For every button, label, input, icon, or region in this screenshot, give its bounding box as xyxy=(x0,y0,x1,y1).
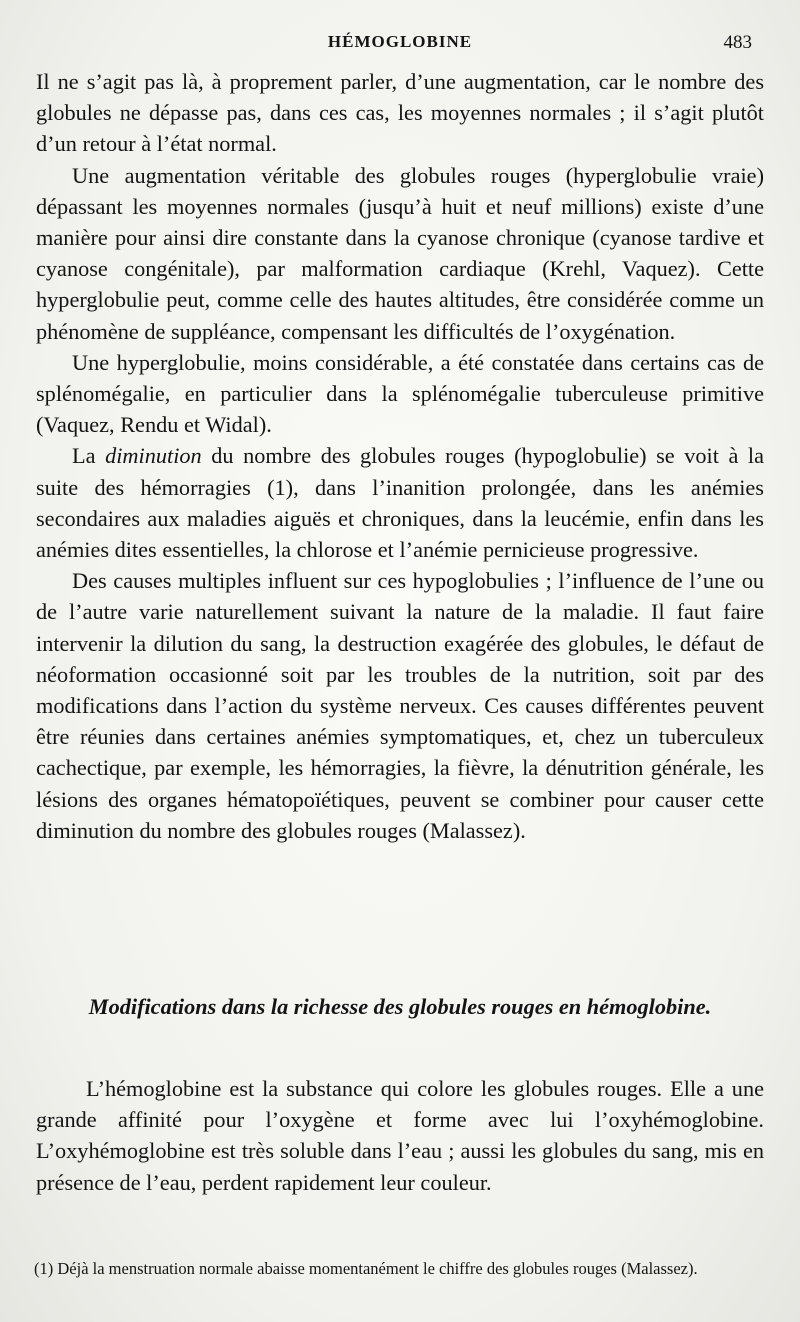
emphasis-diminution: diminution xyxy=(105,443,202,469)
paragraph-diminution-rest: du nombre des globules rouges (hypoglobulie) se voit à la suite des hémorragies (1), dans l’inanition prolongée, dans les anémies secondaires aux maladies aiguës et chroniques, dans la leucémie, enfin dans les anémies dites essentielles, la chlorose et l’anémie pernicieuse progressive. xyxy=(36,443,764,563)
paragraph-hemoglobine: L’hémoglobine est la substance qui colore les globules rouges. Elle a une grande affinité pour l’oxygène et forme avec lui l’oxyhémoglobine. L’oxyhémoglobine est très soluble dans l’eau ; aussi les globules du sang, mis en présence de l’eau, perdent rapidement leur couleur. xyxy=(36,1076,764,1195)
paragraph-hyperglobulie-vraie: Une augmentation véritable des globules rouges (hyperglobulie vraie) dépassant les moyennes normales (jusqu’à huit et neuf millions) existe d’une manière pour ainsi dire constante dans la cyanose chronique (cyanose tardive et cyanose congénitale), par malformation cardiaque (Krehl, Vaquez). Cette hyperglobulie peut, comme celle des hautes altitudes, être considérée comme un phénomène de suppléance, compensant les difficultés de l’oxygénation. xyxy=(36,162,764,344)
paragraph-diminution-lead: La xyxy=(72,443,106,469)
section-heading: Modifications dans la richesse des globules rouges en hémoglobine. xyxy=(88,994,712,1019)
running-head xyxy=(0,32,800,56)
running-title: HÉMOGLOBINE xyxy=(327,32,473,51)
main-text xyxy=(36,66,764,846)
paragraph-splenomegalie: Une hyperglobulie, moins considérable, a été constatée dans certains cas de splénomégalie, en particulier dans la splénomégalie tuberculeuse primitive (Vaquez, Rendu et Widal). xyxy=(36,349,764,438)
footnote-text: (1) Déjà la menstruation normale abaisse momentanément le chiffre des globules rouges (Malassez). xyxy=(34,1259,698,1278)
footnote xyxy=(20,1258,772,1279)
paragraph-causes-multiples: Des causes multiples influent sur ces hypoglobulies ; l’influence de l’une ou de l’autre varie naturellement suivant la nature de la maladie. Il faut faire intervenir la dilution du sang, la destruction exagérée des globules, le défaut de néoformation occasionné soit par les troubles de la nutrition, soit par des modifications dans l’action du système nerveux. Ces causes différentes peuvent être réunies dans certaines anémies symptomatiques, et, chez un tuberculeux cachectique, par exemple, les hémorragies, la fièvre, la dénutrition générale, les lésions des organes hématopoïétiques, peuvent se combiner pour causer cette diminution du nombre des globules rouges (Malassez). xyxy=(36,568,764,843)
page-number: 483 xyxy=(723,32,752,53)
paragraph-diminution xyxy=(36,440,764,565)
paragraph-retour-normal: Il ne s’agit pas là, à proprement parler, d’une augmentation, car le nombre des globules ne dépasse pas, dans ces cas, les moyennes normales ; il s’agit plutôt d’un retour à l’état normal. xyxy=(36,69,764,157)
section-text xyxy=(36,1073,764,1198)
